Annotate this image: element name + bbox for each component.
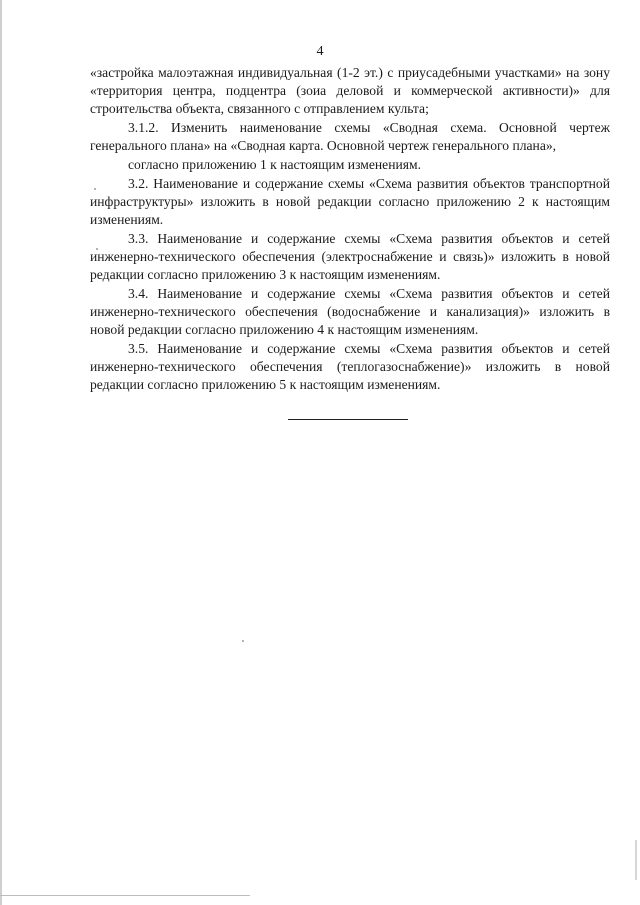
closing-rule: [288, 419, 408, 420]
page-number: 4: [316, 44, 324, 59]
scan-right-mark: [635, 840, 637, 880]
scan-speck: [242, 640, 244, 642]
paragraph-3-1-2: 3.1.2. Изменить наименование схемы «Сводная схема. Основной чертеж генерального плана» на «Сводная карта. Основной чертеж генерального плана»,: [90, 120, 610, 153]
paragraph-3-3: 3.3. Наименование и содержание схемы «Схема развития объектов и сетей инженерно-технического обеспечения (электроснабжение и связь)» изложить в новой редакции согласно приложению 3 к настоящим изменениям.: [90, 231, 610, 282]
scan-left-edge: [0, 0, 2, 905]
paragraph-3-5: 3.5. Наименование и содержание схемы «Схема развития объектов и сетей инженерно-технического обеспечения (теплогазоснабжение)» изложить в новой редакции согласно приложению 5 к настоящим изменениям.: [90, 341, 610, 392]
scan-bottom-line: [0, 895, 250, 896]
paragraph-appendix-1: согласно приложению 1 к настоящим изменениям.: [128, 157, 422, 172]
paragraph-continuation: «застройка малоэтажная индивидуальная (1-2 эт.) с приусадебными участками» на зону «территория центра, подцентра (зоиа деловой и коммерческой активности)» для строительства объекта, связанного с отправлением культа;: [90, 65, 610, 116]
paragraph-3-4: 3.4. Наименование и содержание схемы «Схема развития объектов и сетей инженерно-технического обеспечения (водоснабжение и канализация)» изложить в новой редакции согласно приложению 4 к настоящим изменениям.: [90, 286, 610, 337]
document-body: [90, 64, 610, 395]
paragraph-3-2: 3.2. Наименование и содержание схемы «Схема развития объектов транспортной инфраструктуры» изложить в новой редакции согласно приложению 2 к настоящим изменениям.: [90, 176, 610, 227]
